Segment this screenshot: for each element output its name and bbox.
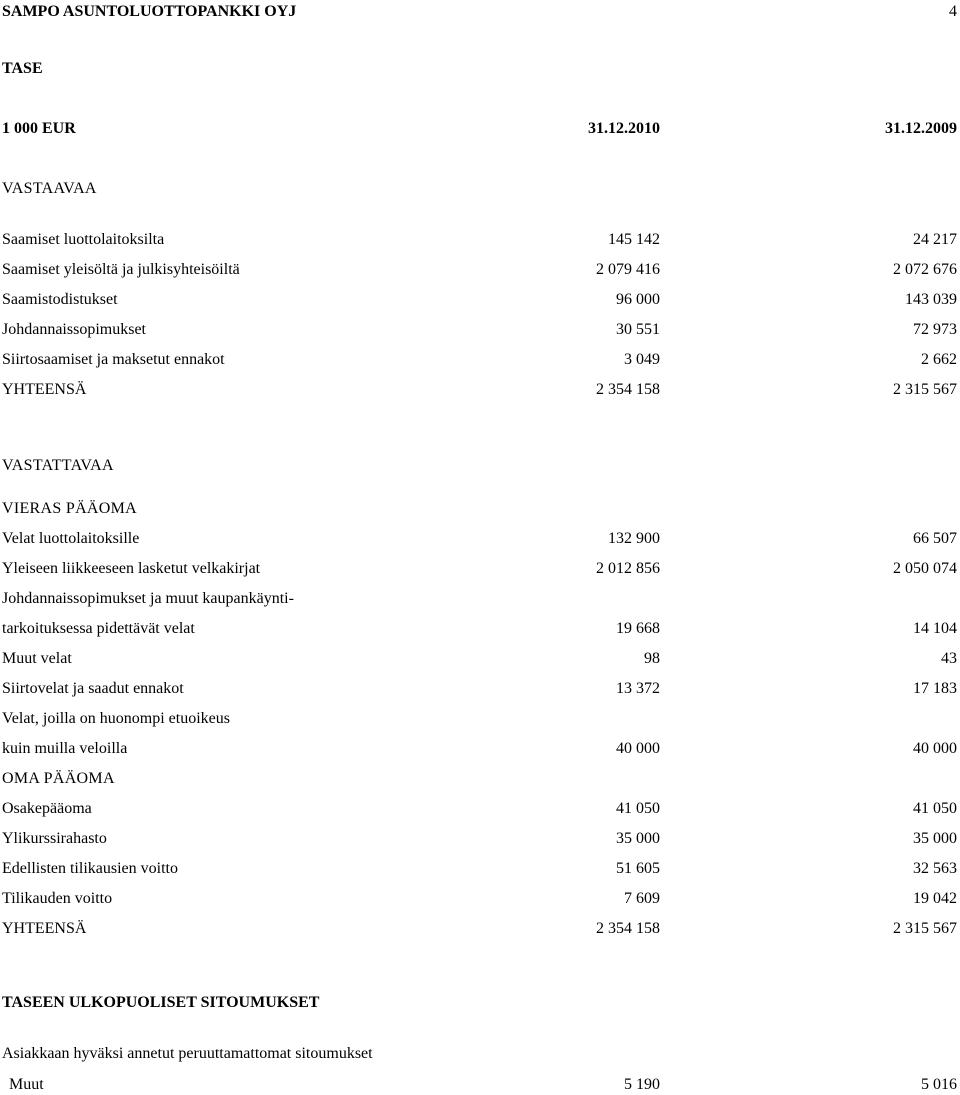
liabilities-total-label: YHTEENSÄ: [2, 920, 87, 937]
equity-row-value-2010: 35 000: [616, 830, 660, 847]
equity-row-value-2010: 7 609: [624, 890, 660, 907]
debt-row-label: tarkoituksessa pidettävät velat: [2, 620, 195, 637]
debt-row-value-2010: 19 668: [616, 620, 660, 637]
asset-row-label: Saamiset yleisöltä ja julkisyhteisöiltä: [2, 261, 240, 278]
company-name: SAMPO ASUNTOLUOTTOPANKKI OYJ: [2, 3, 297, 20]
asset-row-value-2009: 2 072 676: [893, 261, 957, 278]
equity-row-label: Ylikurssirahasto: [2, 830, 107, 847]
equity-row-label: Osakepääoma: [2, 800, 92, 817]
equity-row-value-2010: 41 050: [616, 800, 660, 817]
debt-row-value-2009: 66 507: [913, 530, 957, 547]
asset-row-value-2009: 143 039: [905, 291, 957, 308]
asset-row-value-2009: 24 217: [913, 231, 957, 248]
assets-heading: VASTAAVAA: [2, 180, 97, 197]
debt-heading: VIERAS PÄÄOMA: [2, 500, 138, 517]
debt-row-value-2010: 13 372: [616, 680, 660, 697]
asset-row-label: Siirtosaamiset ja maksetut ennakot: [2, 351, 225, 368]
equity-row-value-2009: 32 563: [913, 860, 957, 877]
asset-row-value-2010: 96 000: [616, 291, 660, 308]
asset-row-value-2010: 3 049: [624, 351, 660, 368]
liabilities-heading: VASTATTAVAA: [2, 457, 114, 474]
asset-row-label: Saamiset luottolaitoksilta: [2, 231, 165, 248]
debt-row-value-2009: 14 104: [913, 620, 957, 637]
asset-row-value-2009: 2 662: [921, 351, 957, 368]
debt-row-label: Velat, joilla on huonompi etuoikeus: [2, 710, 230, 727]
asset-row-value-2010: 2 079 416: [596, 261, 660, 278]
debt-row-label: Muut velat: [2, 650, 72, 667]
column-header-2010: 31.12.2010: [588, 120, 660, 137]
equity-row-label: Tilikauden voitto: [2, 890, 113, 907]
debt-row-label: kuin muilla veloilla: [2, 740, 128, 757]
assets-total-value-2010: 2 354 158: [596, 381, 660, 398]
asset-row-label: Saamistodistukset: [2, 291, 118, 308]
equity-row-value-2009: 19 042: [913, 890, 957, 907]
equity-heading: OMA PÄÄOMA: [2, 770, 115, 787]
debt-row-label: Johdannaissopimukset ja muut kaupankäynti-: [2, 590, 294, 607]
debt-row-value-2009: 40 000: [913, 740, 957, 757]
asset-row-value-2010: 145 142: [608, 231, 660, 248]
debt-row-label: Yleiseen liikkeeseen lasketut velkakirjat: [2, 560, 261, 577]
asset-row-value-2010: 30 551: [616, 321, 660, 338]
asset-row-value-2009: 72 973: [913, 321, 957, 338]
debt-row-value-2009: 17 183: [913, 680, 957, 697]
equity-row-value-2009: 41 050: [913, 800, 957, 817]
assets-total-label: YHTEENSÄ: [2, 381, 87, 398]
debt-row-label: Velat luottolaitoksille: [2, 530, 140, 547]
off-balance-row-value-2010: 5 190: [624, 1076, 660, 1093]
equity-row-value-2010: 51 605: [616, 860, 660, 877]
debt-row-value-2010: 98: [644, 650, 660, 667]
off-balance-row-value-2009: 5 016: [921, 1076, 957, 1093]
off-balance-subheading: Asiakkaan hyväksi annetut peruuttamattomat sitoumukset: [2, 1045, 373, 1062]
debt-row-label: Siirtovelat ja saadut ennakot: [2, 680, 184, 697]
debt-row-value-2009: 2 050 074: [893, 560, 957, 577]
debt-row-value-2009: 43: [941, 650, 957, 667]
off-balance-heading: TASEEN ULKOPUOLISET SITOUMUKSET: [2, 994, 320, 1011]
assets-total-value-2009: 2 315 567: [893, 381, 957, 398]
debt-row-value-2010: 132 900: [608, 530, 660, 547]
equity-row-value-2009: 35 000: [913, 830, 957, 847]
debt-row-value-2010: 2 012 856: [596, 560, 660, 577]
debt-row-value-2010: 40 000: [616, 740, 660, 757]
asset-row-label: Johdannaissopimukset: [2, 321, 146, 338]
equity-row-label: Edellisten tilikausien voitto: [2, 860, 178, 877]
column-header-2009: 31.12.2009: [885, 120, 957, 137]
page-title: TASE: [2, 60, 43, 77]
liabilities-total-value-2010: 2 354 158: [596, 920, 660, 937]
liabilities-total-value-2009: 2 315 567: [893, 920, 957, 937]
unit-label: 1 000 EUR: [2, 120, 76, 137]
page-number: 4: [949, 3, 957, 20]
off-balance-row-label: Muut: [9, 1076, 44, 1093]
